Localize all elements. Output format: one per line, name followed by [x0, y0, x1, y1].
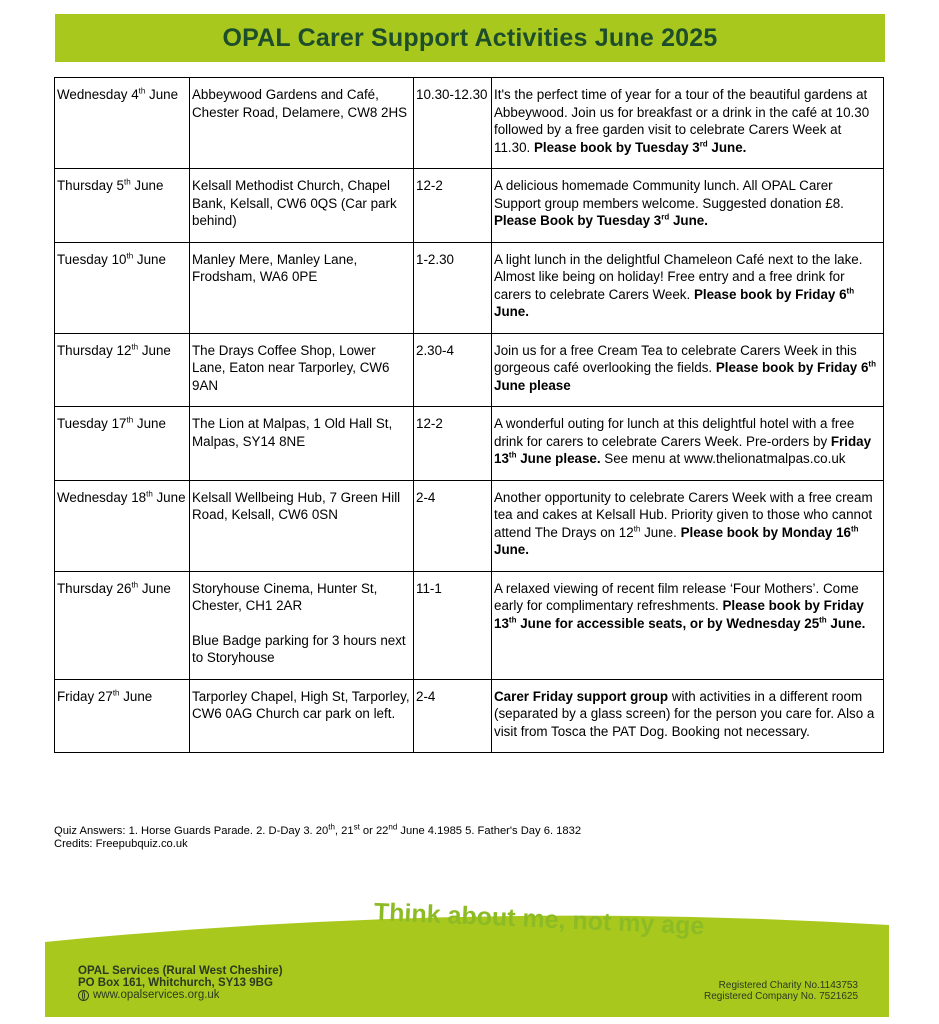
time-cell: [414, 480, 492, 571]
venue-text: Abbeywood Gardens and Café, Chester Road, Delamere, CW8 2HS: [192, 87, 408, 120]
booking-month: June.: [669, 213, 708, 228]
time-text: 2-4: [416, 489, 436, 505]
booking-text: Please book by Friday 6: [715, 360, 869, 375]
venue-text: Kelsall Methodist Church, Chapel Bank, Kelsall, CW6 0QS (Car park behind): [192, 178, 397, 228]
date-text: Thursday 12: [57, 342, 132, 358]
booking-month: June please.: [516, 451, 601, 466]
date-text: Thursday 5: [57, 178, 124, 193]
charity-number: Registered Charity No.1143753: [718, 980, 858, 991]
description-text: Join us for a free Cream Tea to celebrate Carers Week in this gorgeous café overlooking the fields.: [494, 342, 857, 375]
booking-text-more: June for accessible seats, or by Wednesday 25: [516, 615, 820, 631]
booking-month: June.: [494, 542, 529, 557]
table-row: [55, 333, 884, 407]
time-text: 2-4: [416, 688, 436, 704]
date-cell: [55, 571, 190, 679]
date-text: Wednesday 4: [57, 87, 139, 102]
date-month: June: [152, 489, 186, 505]
booking-month: June please: [494, 377, 571, 393]
booking-text: Please Book by Tuesday 3: [494, 213, 662, 228]
booking-text: Please book by Friday 6: [693, 286, 847, 302]
venue-text: Tarporley Chapel, High St, Tarporley, CW6 0AG Church car park on left.: [192, 688, 410, 721]
booking-suffix-2: th: [819, 615, 827, 625]
venue-cell: [190, 333, 414, 407]
org-name: OPAL Services (Rural West Cheshire): [78, 965, 283, 977]
booking-suffix: th: [868, 359, 876, 369]
date-month: June: [138, 580, 171, 596]
date-suffix: th: [131, 580, 139, 590]
date-suffix: th: [126, 251, 134, 261]
date-suffix: th: [124, 177, 131, 187]
time-text: 12-2: [416, 416, 443, 431]
description-cell: [492, 679, 884, 753]
menu-link-text: See menu at www.thelionatmalpas.co.uk: [600, 451, 846, 466]
booking-note: [534, 140, 746, 155]
description-text: It's the perfect time of year for a tour of the beautiful gardens at Abbeywood. Join us for breakfast or a drink in the café at 10.30 followed by a free garden visit to celebrate Carers Week at 11.30.: [494, 87, 870, 155]
venue-cell: [190, 480, 414, 571]
date-cell: [55, 242, 190, 333]
booking-suffix: rd: [699, 139, 708, 149]
description-cell: [492, 169, 884, 243]
quiz-answers: [54, 822, 884, 851]
description-cell: [492, 242, 884, 333]
date-suffix: th: [146, 489, 153, 499]
time-text: 12-2: [416, 178, 443, 193]
time-text: 10.30-12.30: [416, 87, 488, 102]
date-suffix: th: [126, 415, 134, 425]
activities-table: [54, 77, 884, 753]
description-cell: [492, 333, 884, 407]
venue-note: Blue Badge parking for 3 hours next to Storyhouse: [192, 632, 406, 665]
date-suffix: th: [131, 342, 139, 352]
venue-text: Storyhouse Cinema, Hunter St, Chester, CH1 2AR: [192, 580, 378, 613]
date-text: Friday 27: [57, 688, 113, 704]
time-cell: [414, 169, 492, 243]
globe-icon: [78, 990, 89, 1001]
table-row: [55, 679, 884, 753]
description-suffix: th: [633, 524, 641, 534]
date-cell: [55, 679, 190, 753]
date-text: Tuesday 17: [57, 416, 127, 431]
date-suffix: th: [112, 688, 120, 698]
description-text-more: June.: [640, 524, 681, 540]
date-cell: [55, 78, 190, 169]
date-month: June: [145, 87, 179, 102]
booking-text: Friday 13: [494, 433, 872, 466]
time-cell: [414, 571, 492, 679]
date-cell: [55, 333, 190, 407]
date-month: June: [130, 178, 164, 193]
venue-text: Kelsall Wellbeing Hub, 7 Green Hill Road, Kelsall, CW6 0SN: [192, 489, 401, 522]
time-cell: [414, 78, 492, 169]
registration-info: [704, 980, 858, 1002]
table-row: [55, 78, 884, 169]
venue-cell: [190, 571, 414, 679]
booking-text: Please book by Tuesday 3: [533, 139, 700, 155]
description-text: A delicious homemade Community lunch. All OPAL Carer Support group members welcome. Suggested donation £8.: [494, 178, 844, 211]
table-row: [55, 571, 884, 679]
table-row: [55, 407, 884, 481]
website-link[interactable]: www.opalservices.org.uk: [93, 989, 220, 1001]
booking-suffix: th: [851, 524, 859, 534]
description-text: Another opportunity to celebrate Carers Week with a free cream tea and cakes at Kelsall Hub. Priority given to those who cannot attend The Drays on 12: [494, 489, 873, 540]
booking-month: June.: [707, 139, 747, 155]
booking-text: Please book by Friday 13: [494, 598, 864, 631]
description-text: A wonderful outing for lunch at this delightful hotel with a free drink for carers to celebrate Carers Week. Pre-orders by: [494, 416, 855, 449]
quiz-answers-line: Quiz Answers: 1. Horse Guards Parade. 2. D-Day 3. 20th, 21st or 22nd June 4.1985 5. Father's Day 6. 1832: [54, 822, 582, 837]
description-cell: [492, 407, 884, 481]
slogan: Think about me, not my age: [373, 898, 705, 941]
booking-month: June.: [826, 615, 866, 631]
venue-text: The Lion at Malpas, 1 Old Hall St, Malpas, SY14 8NE: [192, 416, 393, 449]
venue-text: Manley Mere, Manley Lane, Frodsham, WA6 0PE: [192, 251, 358, 284]
company-number: Registered Company No. 7521625: [704, 991, 858, 1002]
description-cell: [492, 480, 884, 571]
time-cell: [414, 333, 492, 407]
table-row: [55, 480, 884, 571]
date-text: Tuesday 10: [57, 251, 127, 267]
booking-month: June.: [494, 304, 529, 319]
venue-text: The Drays Coffee Shop, Lower Lane, Eaton near Tarporley, CW6 9AN: [192, 342, 390, 393]
date-month: June: [133, 251, 166, 267]
date-month: June: [133, 416, 166, 431]
booking-text: Please book by Monday 16: [680, 524, 851, 540]
title-banner: [55, 14, 885, 62]
time-text: 1-2.30: [416, 251, 454, 267]
date-cell: [55, 407, 190, 481]
po-box: PO Box 161, Whitchurch, SY13 9BG: [78, 977, 273, 989]
time-cell: [414, 407, 492, 481]
venue-cell: [190, 78, 414, 169]
table-row: [55, 169, 884, 243]
footer-address: [78, 965, 283, 1001]
venue-cell: [190, 679, 414, 753]
date-month: June: [119, 688, 153, 704]
time-cell: [414, 679, 492, 753]
date-cell: [55, 480, 190, 571]
booking-suffix: th: [508, 450, 517, 460]
date-text: Wednesday 18: [57, 489, 147, 505]
spacer: [192, 615, 411, 632]
description-text: A relaxed viewing of recent film release ‘Four Mothers’. Come early for complimentary refreshments.: [494, 580, 859, 613]
booking-suffix: th: [508, 615, 517, 625]
date-suffix: th: [138, 86, 146, 96]
time-cell: [414, 242, 492, 333]
date-text: Thursday 26: [57, 580, 132, 596]
description-text: A light lunch in the delightful Chameleon Café next to the lake. Almost like being on holiday! Free entry and a free drink for carers to celebrate Carers Week.: [494, 251, 863, 302]
booking-suffix: rd: [661, 212, 670, 222]
quiz-credits: Credits: Freepubquiz.co.uk: [54, 838, 188, 850]
page-title: OPAL Carer Support Activities June 2025: [222, 23, 718, 52]
venue-cell: [190, 169, 414, 243]
time-text: 2.30-4: [416, 342, 454, 358]
table-row: [55, 242, 884, 333]
description-cell: [492, 571, 884, 679]
venue-cell: [190, 242, 414, 333]
time-text: 11-1: [416, 580, 442, 596]
website-line: [78, 989, 283, 1001]
description-text: with activities in a different room (separated by a glass screen) for the person you care for. Also a visit from Tosca the PAT Dog. Booking not necessary.: [494, 688, 875, 739]
booking-note: [494, 213, 708, 228]
description-lead: Carer Friday support group: [494, 688, 669, 704]
description-cell: [492, 78, 884, 169]
venue-cell: [190, 407, 414, 481]
date-cell: [55, 169, 190, 243]
booking-suffix: th: [846, 286, 855, 296]
date-month: June: [138, 342, 171, 358]
